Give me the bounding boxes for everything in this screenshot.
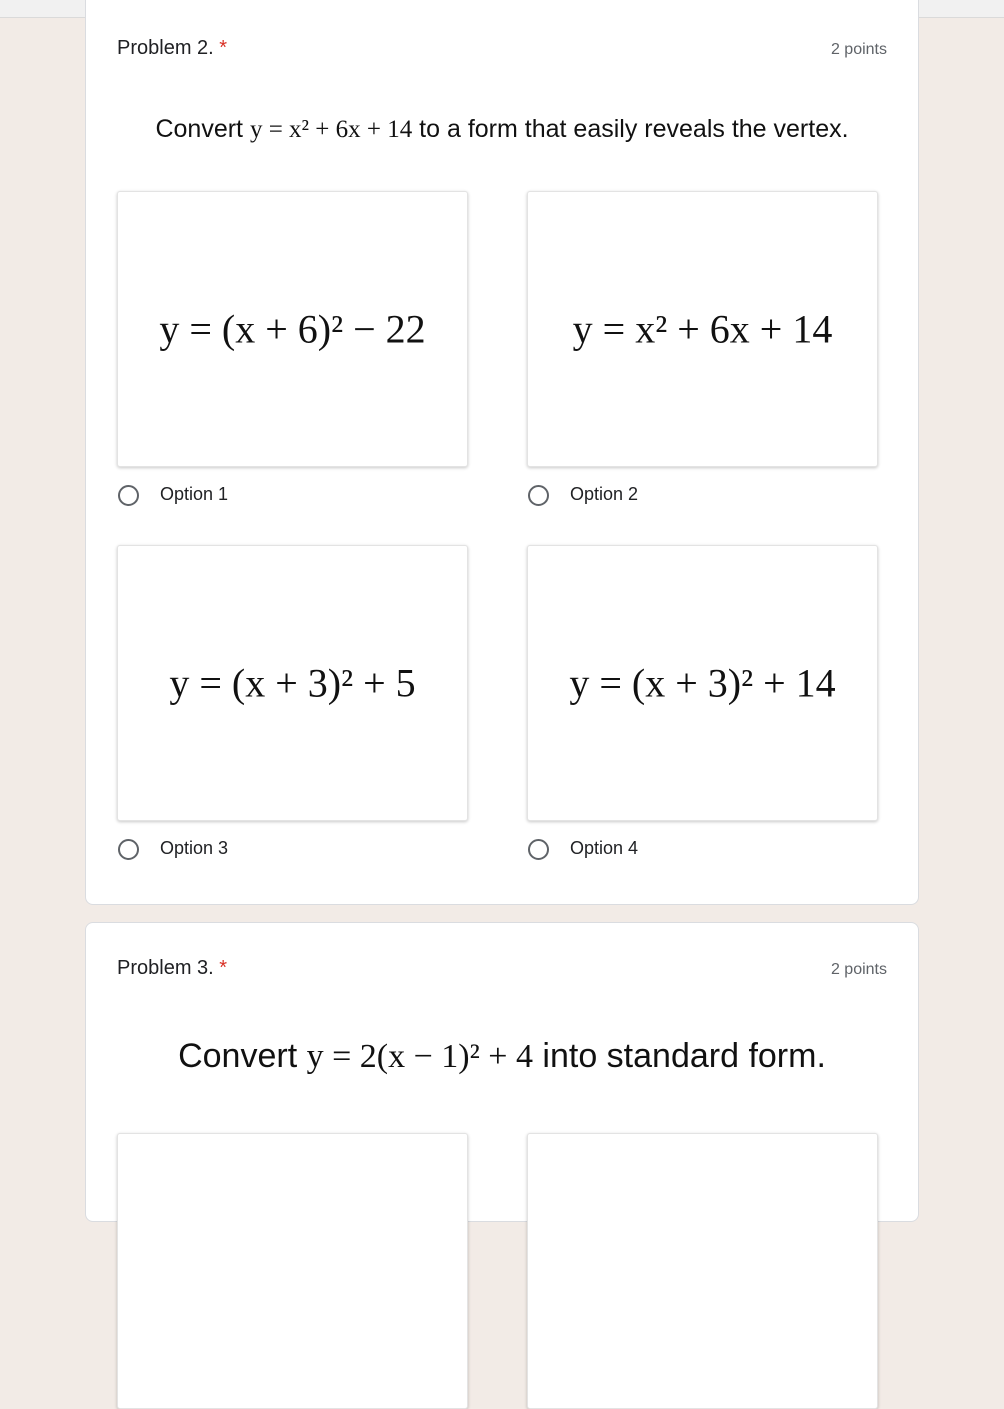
option-4-label[interactable]: Option 4 <box>570 838 639 858</box>
radio-button-icon[interactable] <box>118 485 139 506</box>
option-3-equation: y = (x + 3)² + 5 <box>169 660 416 706</box>
option-2-equation: y = x² + 6x + 14 <box>572 306 833 352</box>
option-1-image[interactable] <box>117 191 468 467</box>
question-title: Problem 3. * <box>117 957 228 979</box>
radio-button-icon[interactable] <box>528 839 549 860</box>
radio-button-icon[interactable] <box>118 839 139 860</box>
option-4-equation: y = (x + 3)² + 14 <box>569 660 836 706</box>
required-asterisk: * <box>219 957 228 979</box>
question-prompt-image <box>86 115 918 144</box>
option-2-image[interactable] <box>527 1133 878 1409</box>
option-1-equation: y = (x + 6)² − 22 <box>159 306 426 352</box>
prompt-prefix: Convert <box>155 115 250 143</box>
option-2-image[interactable] <box>527 191 878 467</box>
prompt-prefix: Convert <box>178 1037 307 1075</box>
option-3-label[interactable]: Option 3 <box>160 838 229 858</box>
prompt-math: y = 2(x − 1)² + 4 <box>306 1038 533 1075</box>
option-2-label[interactable]: Option 2 <box>570 484 639 504</box>
option-3-image[interactable] <box>117 545 468 821</box>
option-1-image[interactable] <box>117 1133 468 1409</box>
question-title: Problem 2. * <box>117 37 228 59</box>
question-points: 2 points <box>830 961 887 978</box>
question-card-problem-2 <box>85 0 919 905</box>
option-1-label[interactable]: Option 1 <box>160 484 229 504</box>
option-4-image[interactable] <box>527 545 878 821</box>
prompt-suffix: to a form that easily reveals the vertex. <box>412 115 849 143</box>
required-asterisk: * <box>219 37 228 59</box>
radio-button-icon[interactable] <box>528 485 549 506</box>
question-card-problem-3 <box>85 922 919 1222</box>
question-points: 2 points <box>830 41 887 58</box>
prompt-suffix: into standard form. <box>532 1037 826 1075</box>
question-prompt-image <box>86 1037 918 1076</box>
prompt-math: y = x² + 6x + 14 <box>249 116 413 143</box>
